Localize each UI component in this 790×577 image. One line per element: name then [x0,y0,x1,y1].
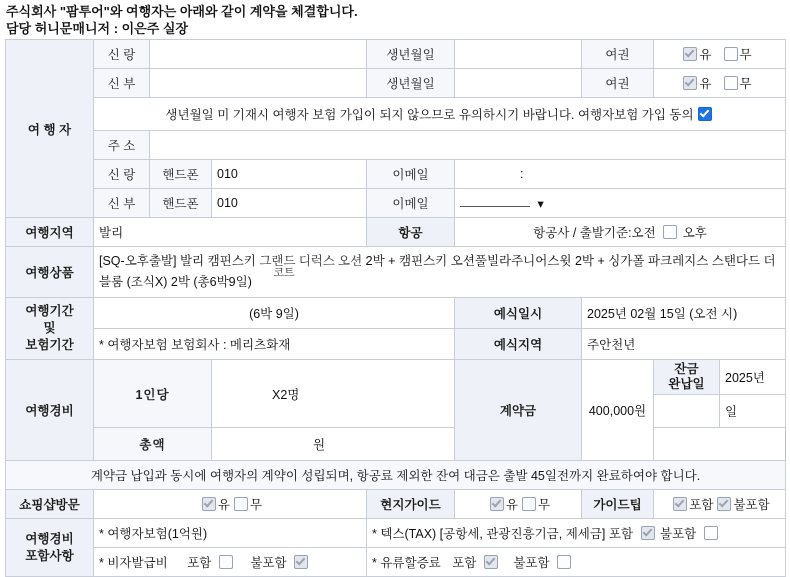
bride-passport-options[interactable] [654,69,786,98]
groom-label-2: 신 랑 [94,160,150,189]
tip-exclude-checkbox[interactable] [717,497,731,511]
insurance-agree-checkbox[interactable] [698,107,712,121]
table-row-groom [6,40,786,69]
inclusion-item-3[interactable] [367,519,786,548]
product-label: 여행상품 [6,247,94,298]
shopping-yes-label: 유 [217,498,230,512]
address-field[interactable] [150,131,786,160]
traveler-label: 여 행 자 [6,40,94,218]
table-row-cost-total [6,428,786,461]
product-annot-under: 코트 [273,267,295,279]
payment-notice: 계약금 납입과 동시에 여행자의 계약이 성립되며, 항공료 제외한 잔여 대금은 출발 45일전까지 완료하여야 합니다. [6,461,786,490]
guide-no-checkbox[interactable] [522,497,536,511]
reserve-place-value[interactable]: 주안천년 [582,329,786,360]
balance-label [654,360,720,395]
groom-email-value[interactable] [455,160,786,189]
table-row-notice [6,461,786,490]
guide-label: 현지가이드 [367,490,455,519]
afternoon-label: 오후 [682,226,707,240]
fuel-exclude-checkbox[interactable] [557,555,571,569]
table-row-bride-contact [6,189,786,218]
balance-label-1: 잔금 [674,362,699,376]
period-label-2: 및 [43,321,56,335]
guide-no-label: 무 [538,498,551,512]
period-label [6,298,94,360]
shopping-options[interactable] [94,490,367,519]
inclusion-item-1 [94,519,367,548]
product-value[interactable] [94,247,786,298]
inclusion-item-3-label: * 텍스(TAX) [공항세, 관광진흥기금, 제세금] 포함 [372,527,634,541]
flight-label: 항공 [367,218,455,247]
table-row-bride [6,69,786,98]
tip-include-checkbox[interactable] [673,497,687,511]
total-amount: 원 [313,438,326,452]
balance-day[interactable]: 일 [720,395,786,428]
visa-exclude-label: 불포함 [250,556,287,570]
per-person-label: 1인당 [94,360,212,428]
visa-include-label: 포함 [187,556,212,570]
bride-passport-label: 여권 [582,69,654,98]
groom-email-label: 이메일 [367,160,455,189]
period-insurance-text: * 여행자보험 보험회사 : 메리츠화재 [94,329,455,360]
period-label-1: 여행기간 [25,304,74,318]
groom-passport-no-label: 무 [739,48,752,62]
header-line-1: 주식회사 "팜투어"와 여행자는 아래와 같이 계약을 체결합니다. [6,4,358,19]
balance-filler [654,395,720,428]
groom-email-text: : [520,167,524,181]
inclusions-label-1: 여행경비 [25,531,74,546]
shopping-label: 쇼핑샵방문 [6,490,94,519]
header-line-2: 담당 허니문매니저 : 이은주 실장 [6,21,189,36]
fuel-include-label: 포함 [452,556,477,570]
visa-include-checkbox[interactable] [219,555,233,569]
tip-label: 가이드팁 [582,490,654,519]
bride-email-label: 이메일 [367,189,455,218]
bride-passport-no-label: 무 [739,77,752,91]
shopping-yes-checkbox[interactable] [202,497,216,511]
table-row-insurance-notice [6,98,786,131]
region-label: 여행지역 [6,218,94,247]
tip-exclude-label: 불포함 [733,498,770,512]
table-row-region [6,218,786,247]
fuel-exclude-label: 불포함 [513,556,550,570]
inclusion-item-2-label: * 비자발급비 [99,556,168,570]
inclusions-label-2: 포함사항 [25,548,74,563]
groom-label-1: 신 랑 [94,40,150,69]
reserve-date-label: 예식일시 [455,298,582,329]
inclusion-item-1-label: * 여행자보험(1억원) [99,527,208,541]
guide-options[interactable] [455,490,582,519]
product-text-before: [SQ-오후출발] 발리 캠핀스키 [99,254,260,268]
groom-name-field[interactable] [150,40,367,69]
tip-options[interactable] [654,490,786,519]
table-row-cost-per-person [6,360,786,428]
tax-include-checkbox[interactable] [641,526,655,540]
afternoon-checkbox[interactable] [663,225,677,239]
airline-text: 항공사 / 출발기준:오전 [533,226,656,240]
address-label: 주 소 [94,131,150,160]
guide-yes-label: 유 [505,498,518,512]
bride-email-text: ▾ [537,196,544,211]
cost-label: 여행경비 [6,360,94,461]
bride-email-value[interactable] [455,189,786,218]
groom-passport-no-checkbox[interactable] [724,47,738,61]
total-value[interactable] [212,428,455,461]
shopping-no-checkbox[interactable] [234,497,248,511]
bride-phone-label: 핸드폰 [150,189,212,218]
balance-cell [654,360,786,428]
groom-passport-yes-label: 유 [699,48,712,62]
table-row-inclusions-2 [6,548,786,577]
tax-exclude-checkbox[interactable] [704,526,718,540]
visa-exclude-checkbox[interactable] [294,555,308,569]
groom-passport-yes-checkbox[interactable] [683,47,697,61]
period-label-3: 보험기간 [25,338,74,352]
table-row-inclusions [6,519,786,548]
bride-passport-yes-label: 유 [699,77,712,91]
groom-passport-label: 여권 [582,40,654,69]
per-person-amount: X2명 [272,387,300,402]
bride-email-underline [460,198,530,207]
table-row-shopping [6,490,786,519]
deposit-label: 계약금 [455,360,582,461]
bride-passport-yes-checkbox[interactable] [683,76,697,90]
bride-name-field[interactable] [150,69,367,98]
document-header [0,0,790,39]
table-row-period [6,298,786,329]
balance-label-2: 완납일 [668,377,705,391]
product-annot-main: 그랜드 디럭스 오션 [259,254,363,268]
airline-cell[interactable] [455,218,786,247]
table-row-address [6,131,786,160]
shopping-no-label: 무 [250,498,263,512]
period-nights[interactable]: (6박 9일) [94,298,455,329]
groom-passport-options[interactable] [654,40,786,69]
inclusion-item-4[interactable] [367,548,786,577]
contract-table [5,39,786,577]
bride-birth-field[interactable] [455,69,582,98]
per-person-value[interactable] [212,360,455,428]
insurance-notice-cell [94,98,786,131]
guide-yes-checkbox[interactable] [490,497,504,511]
groom-birth-label: 생년월일 [367,40,455,69]
tip-include-label: 포함 [689,498,714,512]
inclusion-item-4-label: * 유류할증료 [372,556,441,570]
table-row-groom-contact [6,160,786,189]
fuel-include-checkbox[interactable] [484,555,498,569]
insurance-notice-text: 생년월일 미 기재시 여행자 보험 가입이 되지 않으므로 유의하시기 바랍니다. 여행자보험 가입 동의 [165,108,694,122]
product-text-after: 2박 + 캠핀스키 오션풀빌라주니어스윗 2박 + 싱가폴 파크레지스 스탠다드 더블룸 (조식X) 2박 (총6박9일) [99,254,776,289]
groom-phone-value[interactable]: 010 [212,160,367,189]
tax-exclude-label: 불포함 [660,527,697,541]
inclusion-item-2[interactable] [94,548,367,577]
bride-passport-no-checkbox[interactable] [724,76,738,90]
bride-label-1: 신 부 [94,69,150,98]
inclusions-label [6,519,94,577]
reserve-place-label: 예식지역 [455,329,582,360]
balance-value[interactable]: 2025년 [720,360,786,395]
table-row-period-insurance [6,329,786,360]
bride-birth-label: 생년월일 [367,69,455,98]
groom-phone-label: 핸드폰 [150,160,212,189]
bride-phone-value[interactable]: 010 [212,189,367,218]
region-value[interactable]: 발리 [94,218,367,247]
reserve-date-value[interactable]: 2025년 02월 15일 (오전 시) [582,298,786,329]
total-label: 총액 [94,428,212,461]
product-annotation [259,251,363,279]
bride-label-2: 신 부 [94,189,150,218]
table-row-product [6,247,786,298]
groom-birth-field[interactable] [455,40,582,69]
deposit-value[interactable]: 400,000원 [582,360,654,461]
